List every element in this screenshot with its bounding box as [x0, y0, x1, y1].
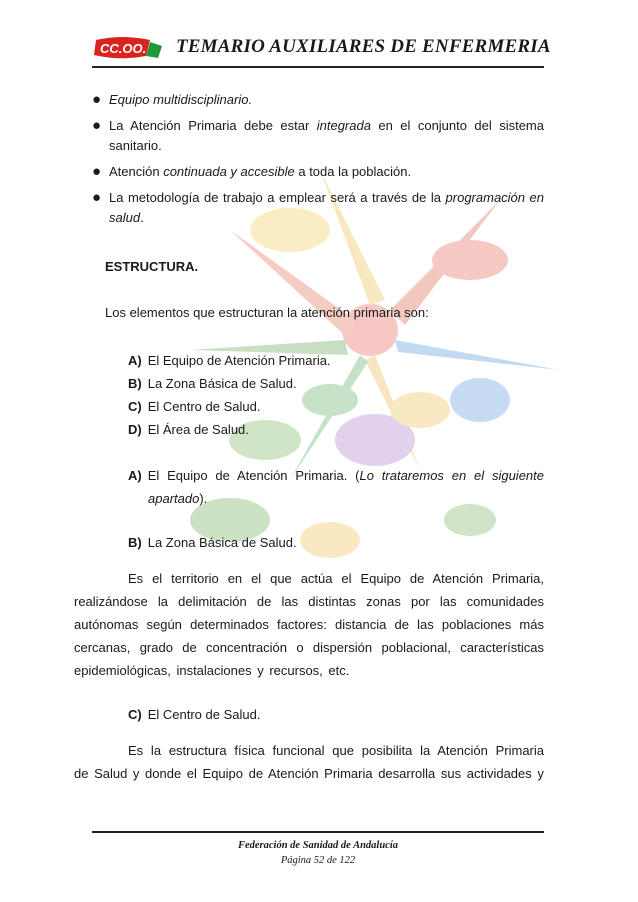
bullet-text: en el conjunto del sistema sanitario. — [109, 118, 544, 153]
bullet-list — [92, 90, 544, 228]
paragraph-centro-salud: Es la estructura física funcional que posibilita la Atención Primaria de Salud y donde el Equipo de Atención Primaria desarrolla sus actividades y — [74, 743, 544, 781]
subsection-text: La Zona Básica de Salud. — [147, 535, 297, 550]
bullet-text: a toda la población. — [294, 164, 412, 179]
bullet-text: Atención — [109, 164, 164, 179]
subsection-text: El Centro de Salud. — [147, 707, 261, 722]
footer-organization: Federación de Sanidad de Andalucía — [237, 840, 399, 851]
list-item-key: C) — [128, 399, 142, 414]
list-item-key: B) — [128, 376, 142, 391]
list-item-key: D) — [128, 422, 142, 437]
document-title: TEMARIO AUXILIARES DE ENFERMERIA — [176, 36, 551, 57]
bullet-text: La metodología de trabajo a emplear será a través de la — [109, 190, 446, 205]
bullet-item — [92, 162, 544, 182]
bullet-text: continuada y accesible — [163, 164, 295, 179]
list-item-text: El Equipo de Atención Primaria. — [147, 353, 331, 368]
page-footer — [92, 838, 544, 868]
list-item-key: A) — [128, 353, 142, 368]
subsection-key: C) — [128, 707, 142, 722]
bullet-icon: ● — [92, 189, 102, 206]
ccoo-logo — [92, 36, 164, 60]
bullet-icon: ● — [92, 91, 102, 108]
page-header — [92, 30, 551, 66]
subsection-key: A) — [128, 468, 142, 483]
subsection-a — [128, 464, 544, 510]
bullet-icon: ● — [92, 117, 102, 134]
list-item — [128, 395, 544, 418]
list-item-text: El Área de Salud. — [147, 422, 249, 437]
bullet-text: Equipo multidisciplinario. — [109, 92, 253, 107]
subsection-c — [128, 705, 544, 725]
bullet-icon: ● — [92, 163, 102, 180]
bullet-text: La Atención Primaria debe estar — [109, 118, 317, 133]
list-item — [128, 418, 544, 441]
bullet-item — [92, 188, 544, 228]
list-item — [128, 372, 544, 395]
paragraph-zona-basica: Es el territorio en el que actúa el Equipo de Atención Primaria, realizándose la delimitación de las distintas zonas por las comunidades autónomas según determinados factores: distancia de las poblaciones más cercanas, grado de concentración o dispersión poblacional, características epidemiológicas, instalaciones y recursos, etc. — [74, 571, 544, 678]
intro-paragraph: Los elementos que estructuran la atención primaria son: — [105, 305, 429, 320]
list-item-text: La Zona Básica de Salud. — [147, 376, 297, 391]
bullet-item — [92, 116, 544, 156]
footer-divider — [92, 831, 544, 833]
header-divider — [92, 66, 544, 68]
subsection-note: Lo trataremos en el siguiente apartado — [148, 468, 544, 506]
svg-text:CC.OO.: CC.OO. — [100, 41, 147, 56]
page-number: Página 52 de 122 — [280, 855, 356, 866]
list-item — [128, 349, 544, 372]
bullet-text: programación en salud — [109, 190, 544, 225]
section-heading: ESTRUCTURA. — [105, 259, 199, 274]
subsection-b — [128, 533, 544, 553]
page-content — [74, 90, 544, 785]
bullet-text: . — [140, 210, 144, 225]
elements-list — [128, 349, 544, 441]
subsection-key: B) — [128, 535, 142, 550]
list-item-text: El Centro de Salud. — [147, 399, 261, 414]
subsection-text: El Equipo de Atención Primaria. ( — [147, 468, 360, 483]
bullet-item — [92, 90, 544, 110]
subsection-close: ). — [199, 491, 208, 506]
bullet-text: integrada — [316, 118, 371, 133]
